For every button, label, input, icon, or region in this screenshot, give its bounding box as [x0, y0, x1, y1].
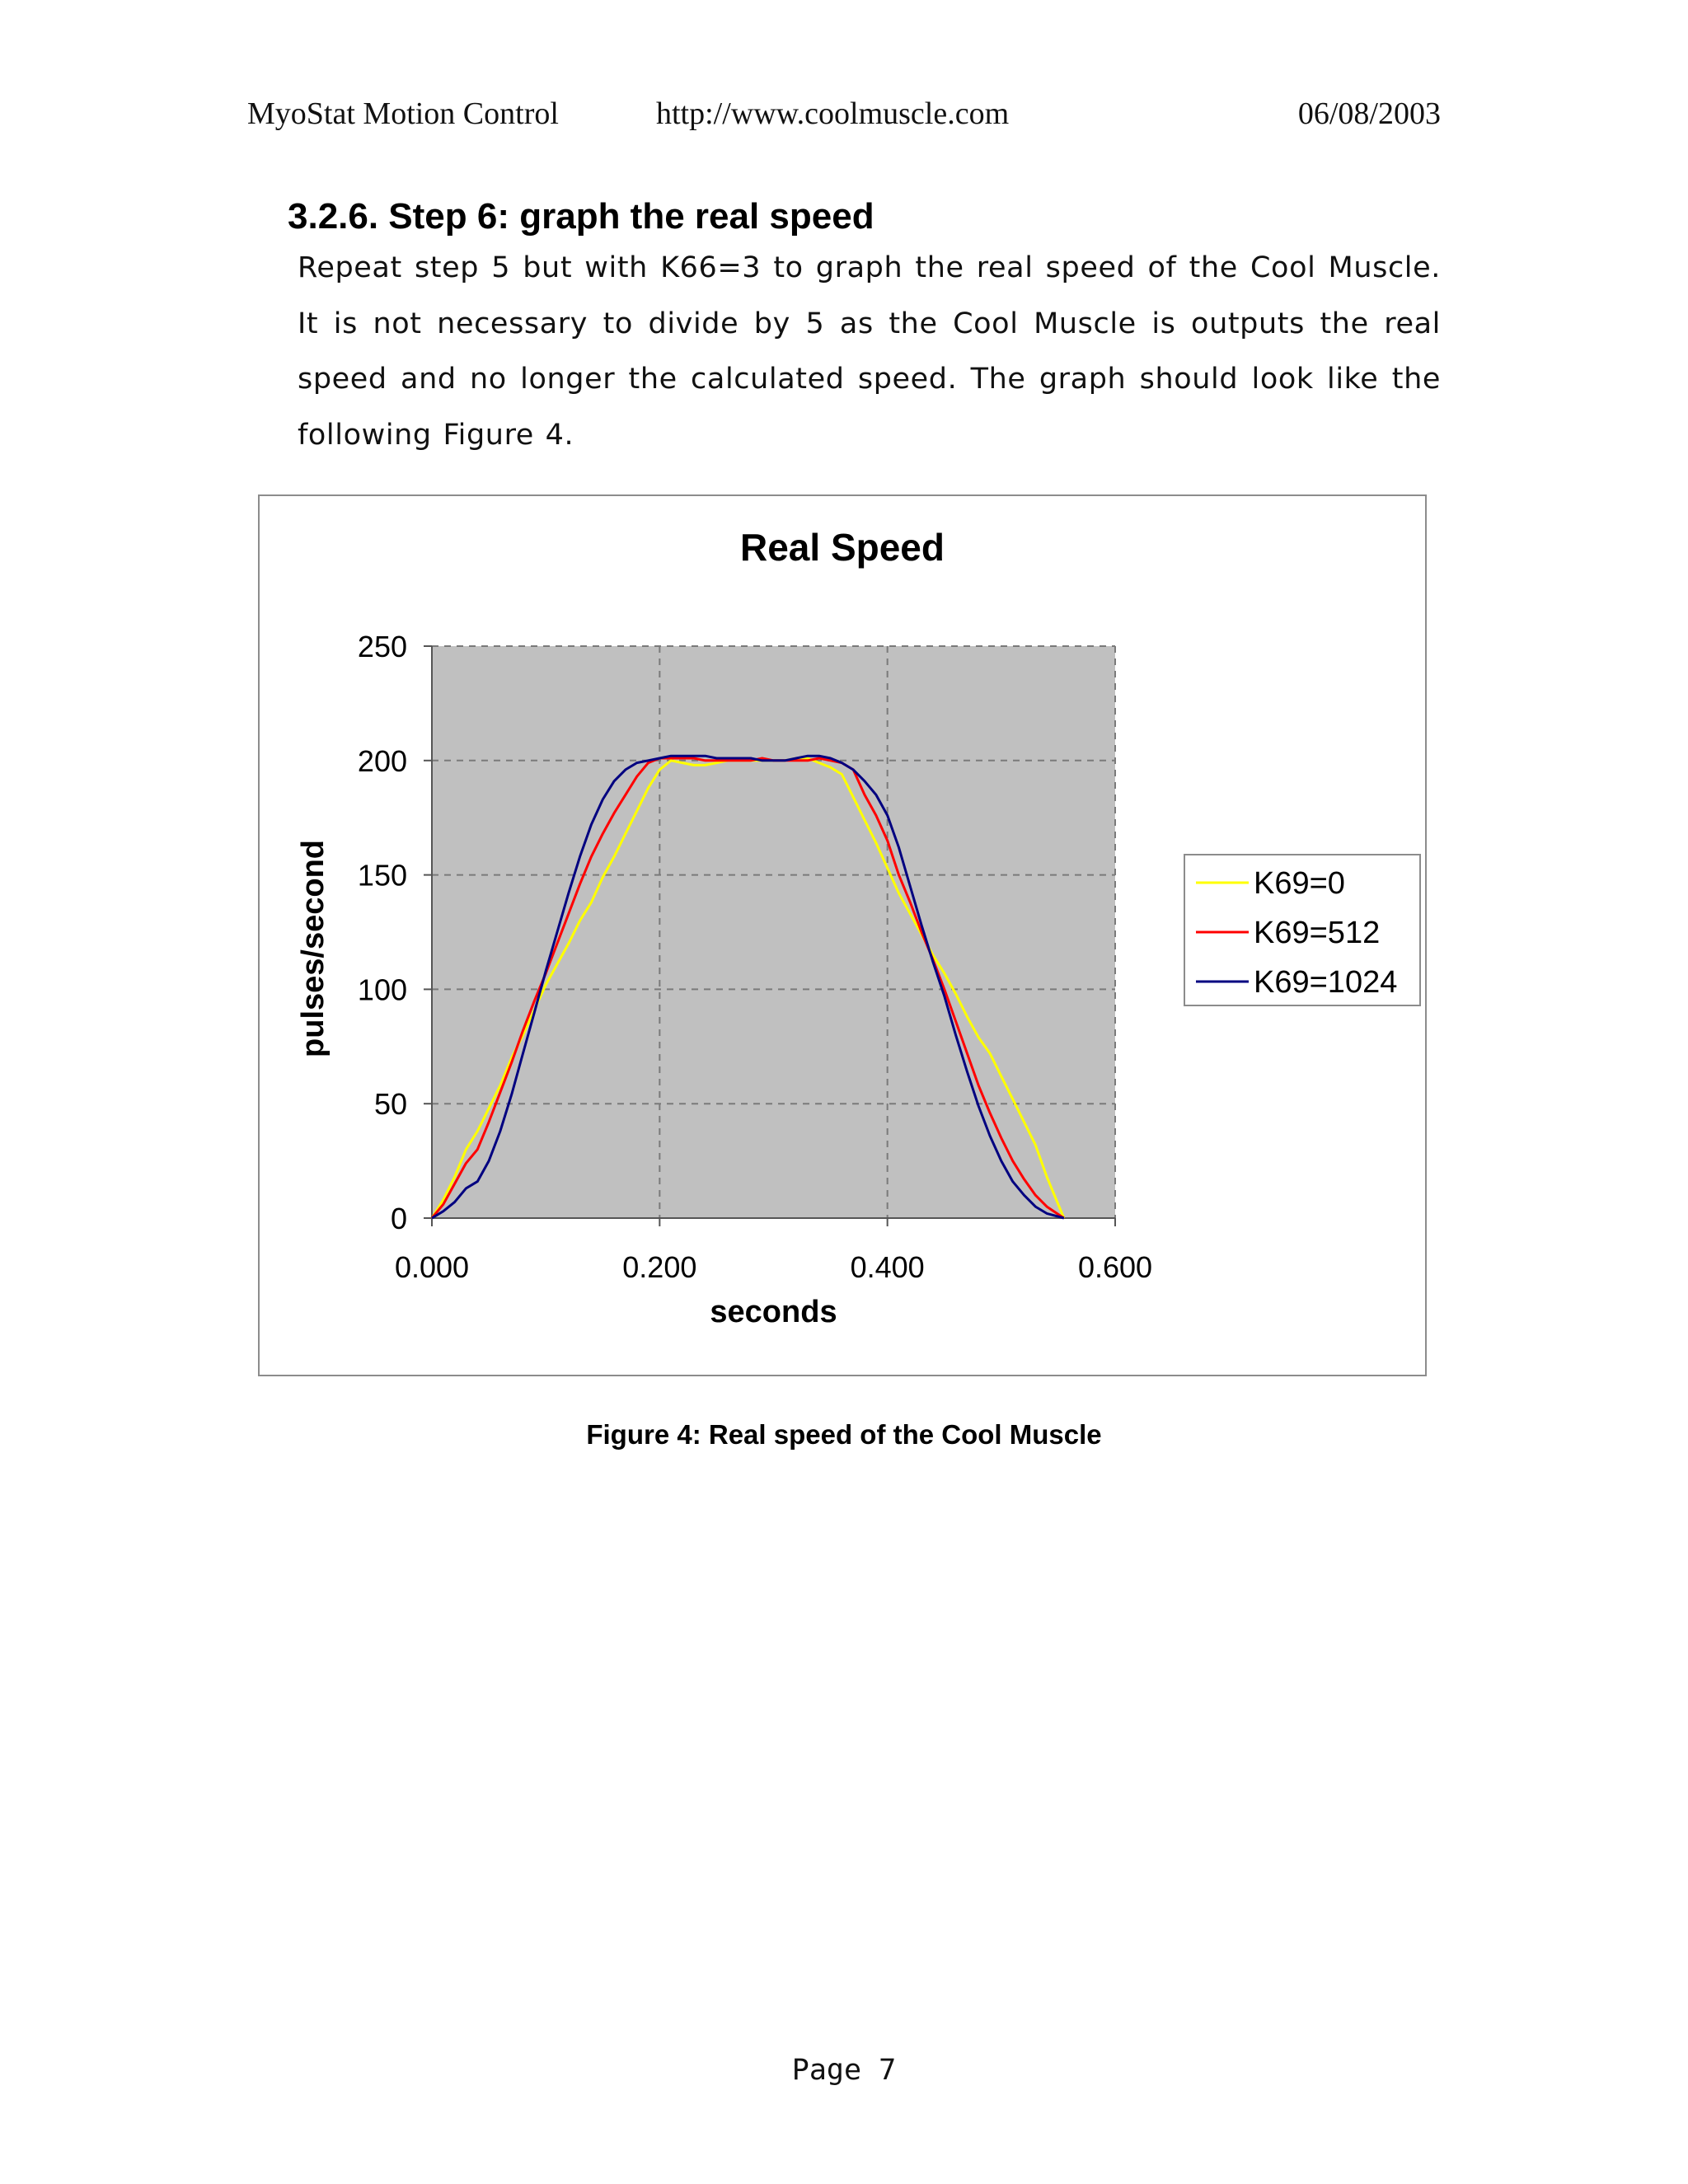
- x-tick-label: 0.000: [394, 1250, 470, 1284]
- y-tick-label: 50: [373, 1087, 407, 1122]
- y-axis-label: pulses/second: [296, 840, 331, 1057]
- section-body-text: Repeat step 5 but with K66=3 to graph the real speed of the Cool Muscle. It is not necessary to divide by 5 as the Cool Muscle is outputs the real speed and no longer the calculated speed. The graph should look like the following Figure 4.: [298, 251, 1441, 452]
- y-tick-label: 100: [357, 972, 407, 1007]
- legend-label: K69=1024: [1254, 965, 1398, 1000]
- y-tick-label: 0: [390, 1202, 407, 1235]
- x-tick-label: 0.200: [622, 1250, 697, 1284]
- header-date: 06/08/2003: [1297, 96, 1441, 131]
- y-tick-label: 250: [357, 630, 407, 663]
- legend-label: K69=512: [1254, 916, 1381, 950]
- page-header: [247, 96, 1441, 145]
- legend-label: K69=0: [1254, 866, 1345, 901]
- header-website-link[interactable]: http://www.coolmuscle.com: [656, 96, 1010, 131]
- x-tick-label: 0.400: [850, 1250, 925, 1284]
- x-tick-label: 0.600: [1077, 1250, 1153, 1284]
- chart-title: Real Speed: [740, 526, 945, 569]
- page-number: Page 7: [791, 2054, 897, 2087]
- real-speed-chart: [260, 496, 1425, 1375]
- y-tick-label: 150: [357, 858, 407, 893]
- y-tick-label: 200: [357, 743, 407, 778]
- header-doc-title: MyoStat Motion Control: [247, 96, 559, 131]
- figure-caption: Figure 4: Real speed of the Cool Muscle: [586, 1419, 1102, 1450]
- section-heading: 3.2.6. Step 6: graph the real speed: [288, 196, 874, 237]
- plot-area: [432, 646, 1115, 1218]
- chart-container: [258, 494, 1427, 1376]
- x-axis-label: seconds: [710, 1295, 837, 1329]
